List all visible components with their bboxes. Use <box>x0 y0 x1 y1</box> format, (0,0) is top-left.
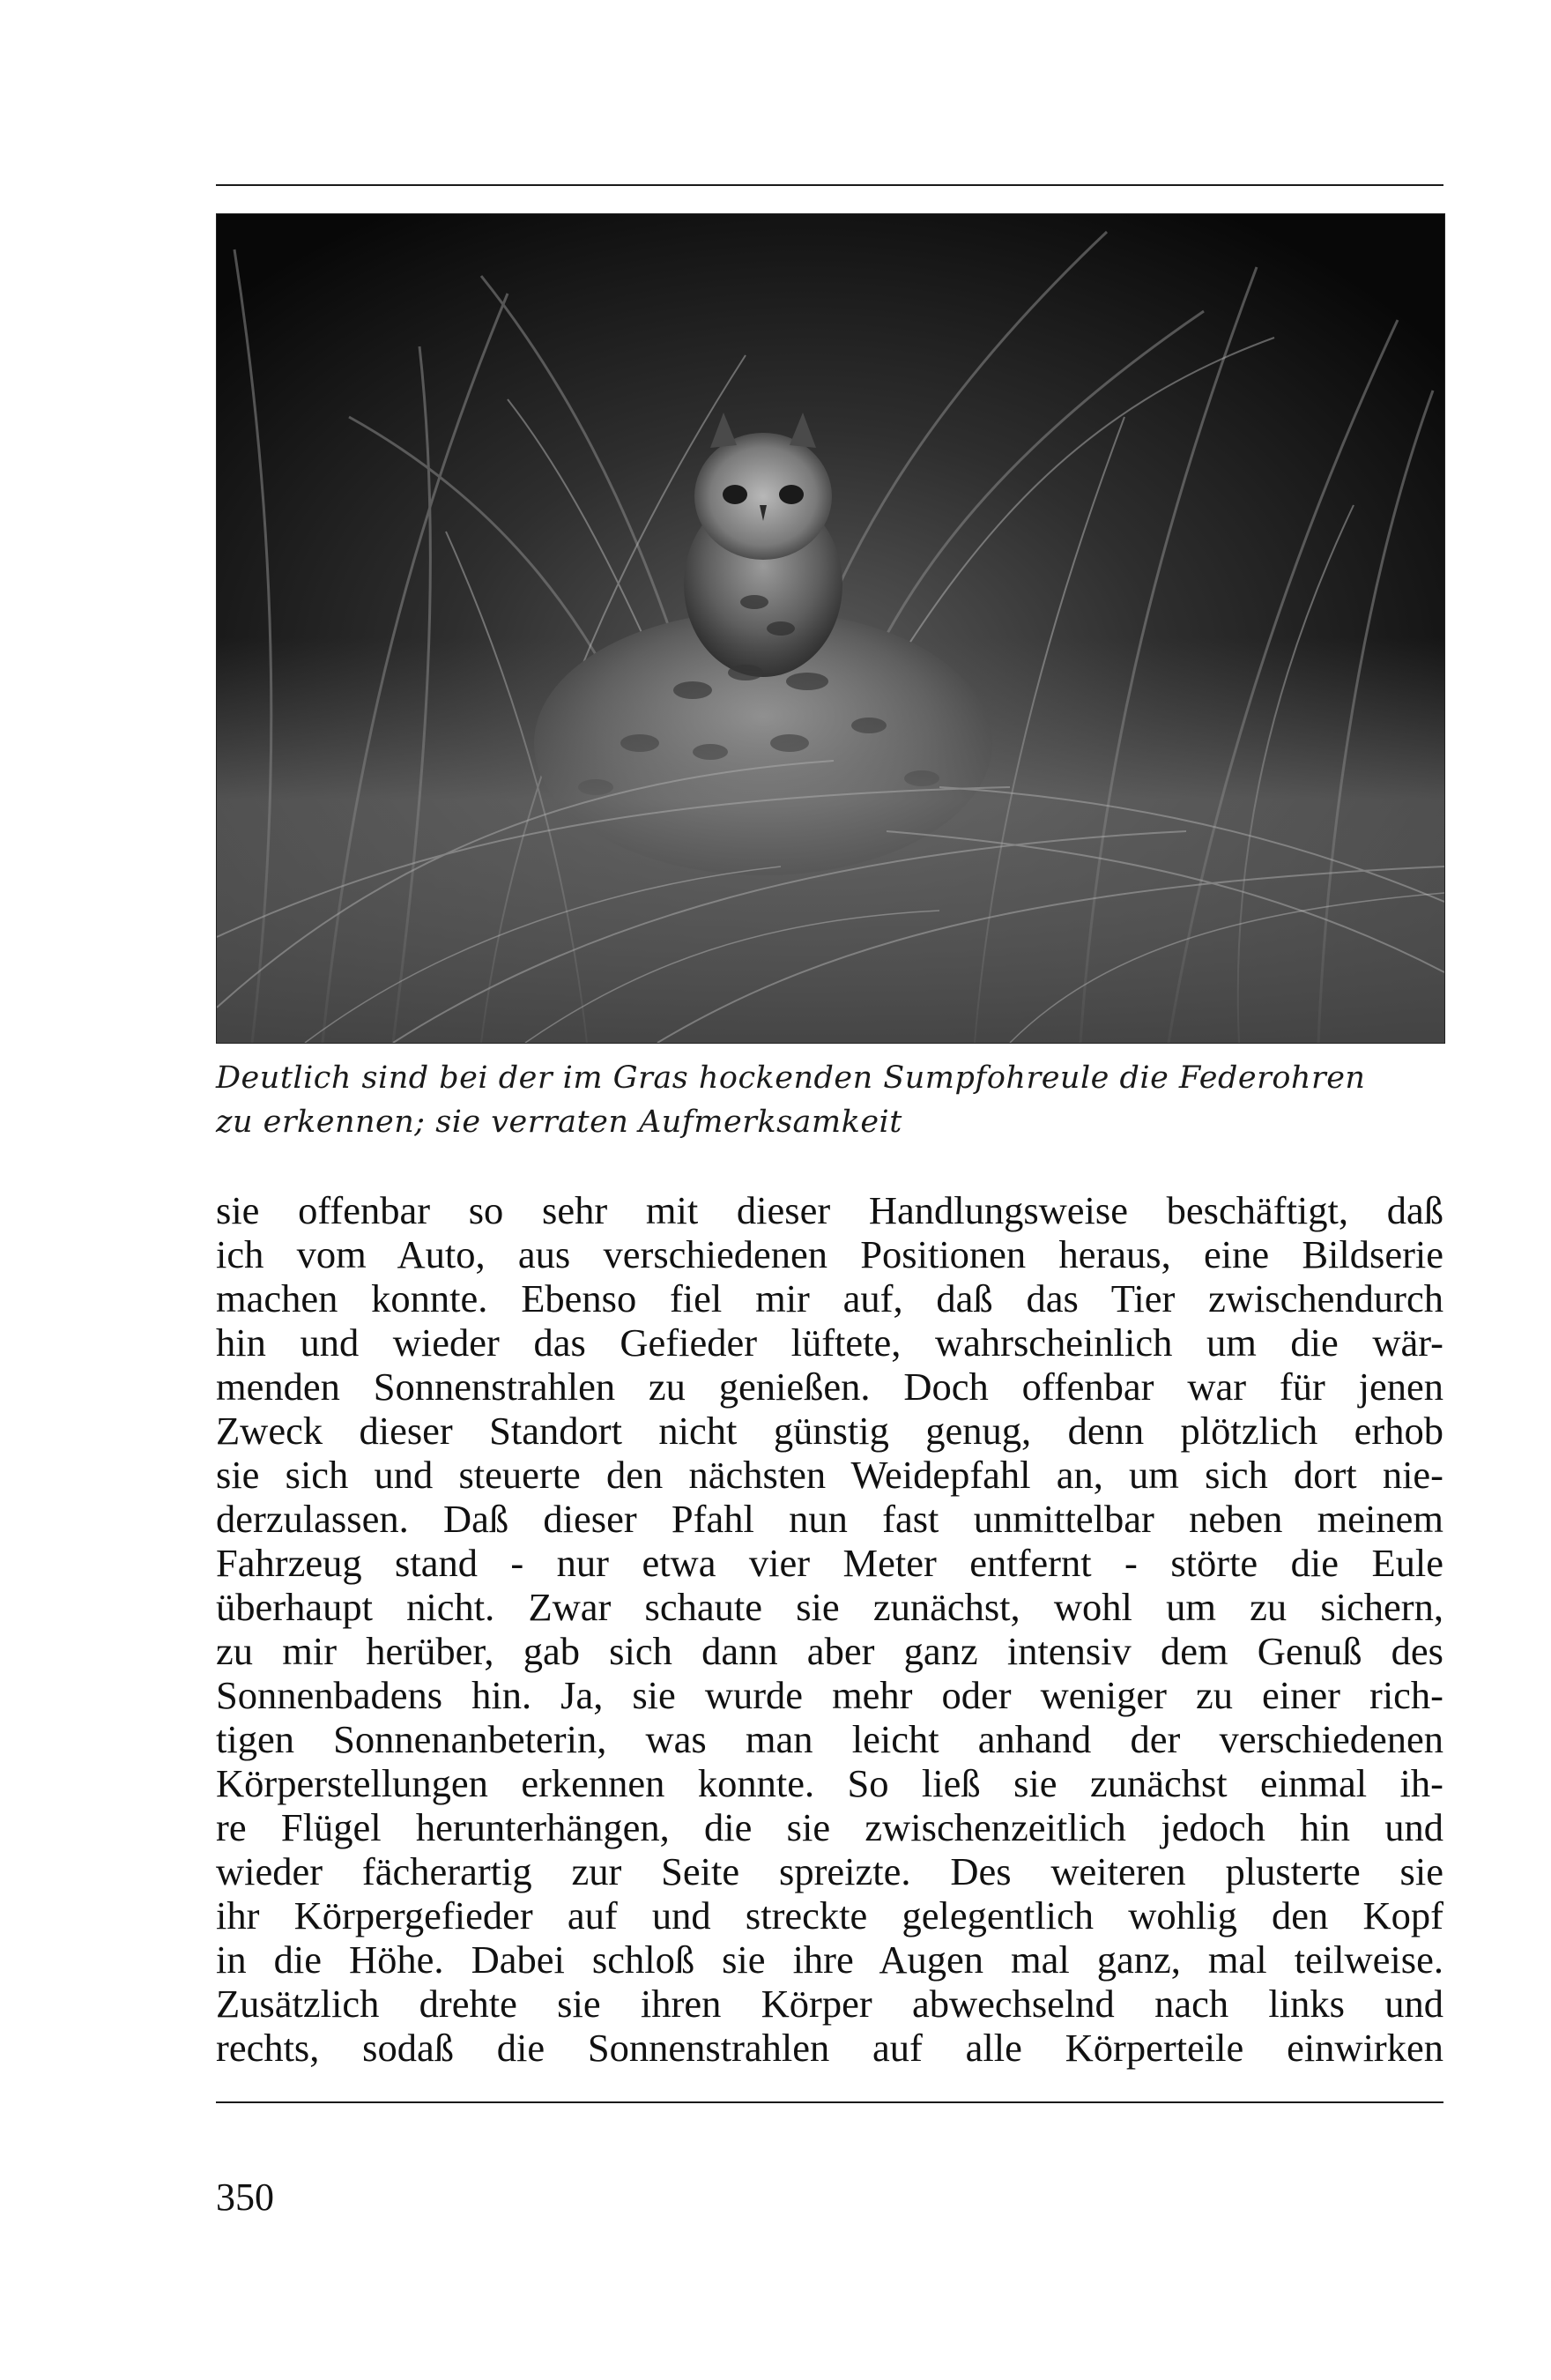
text-line: überhaupt nicht. Zwar schaute sie zunächst, wohl um zu sichern, <box>216 1585 1443 1629</box>
text-line: derzulassen. Daß dieser Pfahl nun fast unmittelbar neben meinem <box>216 1497 1443 1541</box>
page-number: 350 <box>216 2175 274 2219</box>
owl-in-grass-image <box>217 214 1444 1043</box>
text-line: Fahrzeug stand - nur etwa vier Meter entfernt - störte die Eule <box>216 1541 1443 1585</box>
body-paragraph <box>216 1188 1443 2070</box>
text-line: tigen Sonnenanbeterin, was man leicht anhand der verschiedenen <box>216 1717 1443 1761</box>
bottom-rule <box>216 2101 1443 2103</box>
text-line: sie sich und steuerte den nächsten Weidepfahl an, um sich dort nie- <box>216 1453 1443 1497</box>
text-line: hin und wieder das Gefieder lüftete, wahrscheinlich um die wär- <box>216 1320 1443 1365</box>
owl-photograph <box>216 213 1445 1044</box>
text-line: sie offenbar so sehr mit dieser Handlungsweise beschäftigt, daß <box>216 1188 1443 1232</box>
text-line: Zusätzlich drehte sie ihren Körper abwechselnd nach links und <box>216 1982 1443 2026</box>
text-line: wieder fächerartig zur Seite spreizte. Des weiteren plusterte sie <box>216 1849 1443 1893</box>
caption-line: Deutlich sind bei der im Gras hockenden Sumpfohreule die Federohren <box>216 1060 1366 1096</box>
top-rule <box>216 184 1443 186</box>
caption-line: zu erkennen; sie verraten Aufmerksamkeit <box>216 1104 902 1140</box>
text-line: machen konnte. Ebenso fiel mir auf, daß das Tier zwischendurch <box>216 1276 1443 1320</box>
text-line: ihr Körpergefieder auf und streckte gelegentlich wohlig den Kopf <box>216 1893 1443 1937</box>
text-line: Sonnenbadens hin. Ja, sie wurde mehr oder weniger zu einer rich- <box>216 1673 1443 1717</box>
text-line: Körperstellungen erkennen konnte. So ließ sie zunächst einmal ih- <box>216 1761 1443 1805</box>
text-line: Zweck dieser Standort nicht günstig genug, denn plötzlich erhob <box>216 1409 1443 1453</box>
text-line: zu mir herüber, gab sich dann aber ganz intensiv dem Genuß des <box>216 1629 1443 1673</box>
text-line: re Flügel herunterhängen, die sie zwischenzeitlich jedoch hin und <box>216 1805 1443 1849</box>
figure-caption <box>216 1056 1443 1144</box>
text-line: in die Höhe. Dabei schloß sie ihre Augen mal ganz, mal teilweise. <box>216 1937 1443 1982</box>
text-line: menden Sonnenstrahlen zu genießen. Doch offenbar war für jenen <box>216 1365 1443 1409</box>
text-line: rechts, sodaß die Sonnenstrahlen auf alle Körperteile einwirken <box>216 2026 1443 2070</box>
text-line: ich vom Auto, aus verschiedenen Positionen heraus, eine Bildserie <box>216 1232 1443 1276</box>
